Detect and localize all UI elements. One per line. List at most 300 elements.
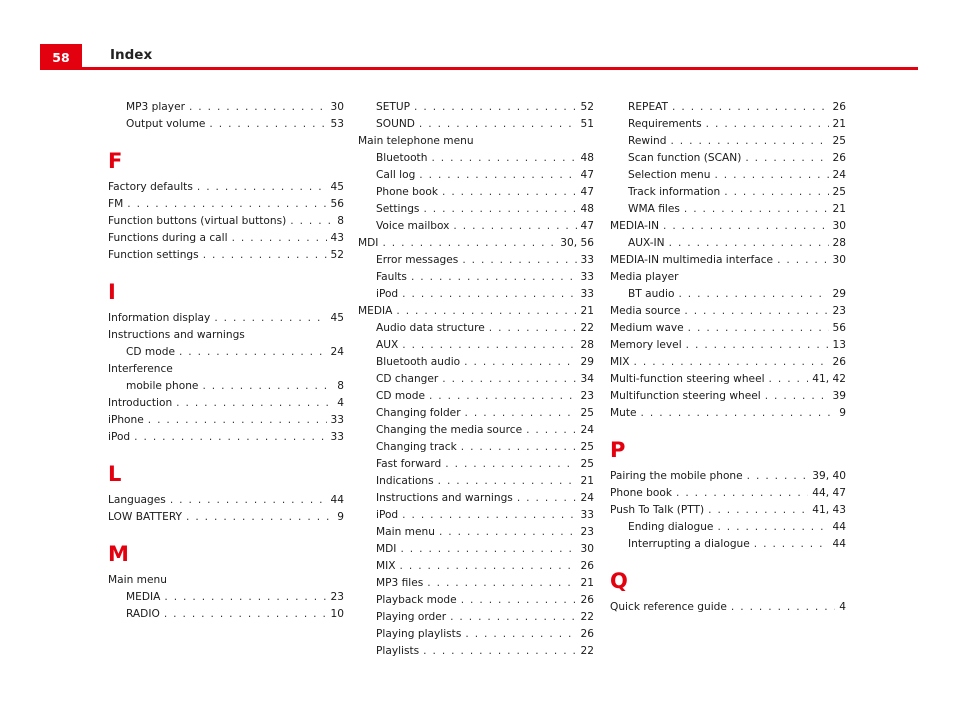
entry-term: Introduction: [108, 397, 173, 409]
index-section-letter: Q: [610, 569, 628, 593]
entry-page-ref: 25: [580, 407, 594, 419]
entry-page-ref: 25: [832, 186, 846, 198]
index-subentry[interactable]: [358, 541, 594, 558]
entry-term: Factory defaults: [108, 181, 193, 193]
index-subentry[interactable]: [108, 589, 344, 606]
dot-leader: [684, 201, 829, 218]
entry-term: MEDIA-IN: [610, 220, 660, 232]
index-subentry[interactable]: [610, 99, 846, 116]
index-subentry[interactable]: [358, 439, 594, 456]
index-section-letter: F: [108, 149, 123, 173]
entry-page-ref: 22: [580, 611, 594, 623]
entry-term: mobile phone: [126, 380, 199, 392]
entry-term: SETUP: [376, 101, 411, 113]
entry-page-ref: 29: [580, 356, 594, 368]
entry-term: Ending dialogue: [628, 521, 714, 533]
dot-leader: [419, 167, 576, 184]
entry-term: Requirements: [628, 118, 702, 130]
entry-page-ref: 34: [580, 373, 594, 385]
entry-page-ref: 52: [580, 101, 594, 113]
dot-leader: [209, 116, 326, 133]
entry-page-ref: 8: [337, 380, 344, 392]
entry-page-ref: 30: [832, 254, 846, 266]
index-entry[interactable]: [108, 395, 344, 412]
entry-term: Changing track: [376, 441, 457, 453]
dot-leader: [641, 405, 836, 422]
dot-leader: [461, 592, 577, 609]
index-heading: Interference: [108, 363, 173, 375]
entry-term: Scan function (SCAN): [628, 152, 742, 164]
index-column-1: [108, 99, 344, 623]
page-header: [0, 0, 960, 70]
index-subentry[interactable]: [108, 99, 344, 116]
entry-term: FM: [108, 198, 124, 210]
dot-leader: [634, 354, 829, 371]
dot-leader: [688, 320, 829, 337]
index-entry[interactable]: [610, 303, 846, 320]
dot-leader: [731, 599, 835, 616]
entry-term: REPEAT: [628, 101, 669, 113]
dot-leader: [423, 643, 576, 660]
entry-page-ref: 43: [330, 232, 344, 244]
entry-page-ref: 21: [832, 118, 846, 130]
index-subentry[interactable]: [358, 269, 594, 286]
index-subentry[interactable]: [358, 371, 594, 388]
entry-page-ref: 44, 47: [812, 487, 846, 499]
entry-term: SOUND: [376, 118, 415, 130]
entry-page-ref: 33: [580, 288, 594, 300]
entry-page-ref: 48: [580, 152, 594, 164]
index-entry[interactable]: [610, 252, 846, 269]
index-section-letter: L: [108, 462, 122, 486]
entry-page-ref: 23: [580, 390, 594, 402]
entry-term: Phone book: [610, 487, 673, 499]
entry-page-ref: 26: [580, 560, 594, 572]
dot-leader: [769, 371, 809, 388]
entry-page-ref: 56: [832, 322, 846, 334]
dot-leader: [708, 502, 808, 519]
index-subentry[interactable]: [358, 490, 594, 507]
index-entry[interactable]: [610, 354, 846, 371]
entry-term: Interrupting a dialogue: [628, 538, 750, 550]
entry-term: Medium wave: [610, 322, 684, 334]
dot-leader: [419, 116, 577, 133]
entry-term: Playlists: [376, 645, 420, 657]
dot-leader: [232, 230, 327, 247]
index-entry[interactable]: [108, 509, 344, 526]
entry-term: MEDIA-IN multimedia interface: [610, 254, 774, 266]
dot-leader: [765, 388, 829, 405]
entry-term: WMA files: [628, 203, 680, 215]
dot-leader: [382, 235, 556, 252]
entry-term: Memory level: [610, 339, 682, 351]
dot-leader: [402, 286, 576, 303]
entry-term: Functions during a call: [108, 232, 228, 244]
entry-page-ref: 41, 43: [812, 504, 846, 516]
entry-page-ref: 10: [330, 608, 344, 620]
entry-term: iPod: [376, 288, 399, 300]
entry-page-ref: 22: [580, 322, 594, 334]
index-entry[interactable]: [358, 303, 594, 320]
index-entry[interactable]: [108, 310, 344, 327]
entry-term: Changing the media source: [376, 424, 523, 436]
entry-page-ref: 9: [337, 511, 344, 523]
entry-page-ref: 24: [832, 169, 846, 181]
header-divider: [40, 67, 918, 70]
entry-term: Indications: [376, 475, 434, 487]
index-subentry[interactable]: [610, 150, 846, 167]
entry-term: AUX-IN: [628, 237, 665, 249]
entry-page-ref: 26: [832, 356, 846, 368]
dot-leader: [670, 133, 828, 150]
entry-term: Audio data structure: [376, 322, 485, 334]
index-entry[interactable]: [610, 485, 846, 502]
entry-term: CD mode: [126, 346, 175, 358]
dot-leader: [179, 344, 327, 361]
dot-leader: [442, 184, 577, 201]
index-entry[interactable]: [108, 247, 344, 264]
entry-term: Media source: [610, 305, 681, 317]
entry-page-ref: 33: [580, 254, 594, 266]
index-entry[interactable]: [108, 230, 344, 247]
dot-leader: [714, 167, 828, 184]
entry-page-ref: 52: [330, 249, 344, 261]
entry-page-ref: 4: [839, 601, 846, 613]
index-subentry[interactable]: [358, 286, 594, 303]
entry-page-ref: 4: [337, 397, 344, 409]
index-subentry[interactable]: [108, 606, 344, 623]
entry-page-ref: 23: [580, 526, 594, 538]
dot-leader: [717, 519, 828, 536]
entry-page-ref: 33: [580, 271, 594, 283]
page-title: Index: [110, 47, 153, 63]
entry-term: Instructions and warnings: [376, 492, 513, 504]
entry-term: Bluetooth: [376, 152, 428, 164]
entry-term: Multifunction steering wheel: [610, 390, 761, 402]
entry-page-ref: 33: [330, 431, 344, 443]
dot-leader: [724, 184, 828, 201]
index-entry[interactable]: [610, 218, 846, 235]
dot-leader: [396, 303, 576, 320]
index-subentry[interactable]: [358, 422, 594, 439]
entry-term: iPod: [376, 509, 399, 521]
entry-term: Information display: [108, 312, 211, 324]
page-number: 58: [52, 49, 70, 65]
entry-page-ref: 48: [580, 203, 594, 215]
entry-page-ref: 33: [330, 414, 344, 426]
dot-leader: [186, 509, 333, 526]
index-subentry[interactable]: [610, 184, 846, 201]
entry-page-ref: 30: [832, 220, 846, 232]
dot-leader: [464, 354, 576, 371]
entry-term: Rewind: [628, 135, 667, 147]
index-column-2: [358, 99, 594, 660]
entry-term: Multi-function steering wheel: [610, 373, 765, 385]
entry-term: Languages: [108, 494, 166, 506]
index-entry[interactable]: [610, 337, 846, 354]
entry-page-ref: 28: [580, 339, 594, 351]
entry-page-ref: 29: [832, 288, 846, 300]
entry-page-ref: 45: [330, 181, 344, 193]
index-subentry[interactable]: [358, 116, 594, 133]
entry-page-ref: 41, 42: [812, 373, 846, 385]
entry-page-ref: 47: [580, 220, 594, 232]
entry-page-ref: 13: [832, 339, 846, 351]
index-entry[interactable]: [108, 179, 344, 196]
index-entry[interactable]: [108, 196, 344, 213]
entry-term: Settings: [376, 203, 420, 215]
entry-page-ref: 51: [580, 118, 594, 130]
index-entry[interactable]: [108, 429, 344, 446]
entry-term: Quick reference guide: [610, 601, 727, 613]
entry-page-ref: 30, 56: [560, 237, 594, 249]
index-subentry[interactable]: [358, 575, 594, 592]
index-entry[interactable]: [610, 371, 846, 388]
entry-term: Voice mailbox: [376, 220, 450, 232]
dot-leader: [461, 439, 577, 456]
dot-leader: [400, 558, 577, 575]
entry-page-ref: 25: [832, 135, 846, 147]
index-subentry[interactable]: [358, 99, 594, 116]
entry-page-ref: 21: [580, 475, 594, 487]
entry-page-ref: 22: [580, 645, 594, 657]
entry-page-ref: 47: [580, 169, 594, 181]
dot-leader: [431, 150, 576, 167]
dot-leader: [170, 492, 327, 509]
index-subentry[interactable]: [358, 218, 594, 235]
entry-page-ref: 26: [832, 152, 846, 164]
dot-leader: [442, 371, 576, 388]
entry-term: Call log: [376, 169, 416, 181]
dot-leader: [676, 485, 808, 502]
index-subentry[interactable]: [358, 201, 594, 218]
entry-term: Main menu: [376, 526, 435, 538]
dot-leader: [754, 536, 829, 553]
entry-term: MIX: [610, 356, 630, 368]
index-subentry[interactable]: [610, 286, 846, 303]
dot-leader: [669, 235, 829, 252]
dot-leader: [450, 609, 576, 626]
index-subentry[interactable]: [358, 592, 594, 609]
entry-page-ref: 26: [832, 101, 846, 113]
entry-term: MEDIA: [358, 305, 393, 317]
entry-page-ref: 21: [580, 305, 594, 317]
dot-leader: [517, 490, 577, 507]
entry-term: Phone book: [376, 186, 439, 198]
index-subentry[interactable]: [358, 558, 594, 575]
entry-page-ref: 44: [330, 494, 344, 506]
entry-term: Playing order: [376, 611, 447, 623]
entry-term: LOW BATTERY: [108, 511, 182, 523]
entry-term: Fast forward: [376, 458, 442, 470]
dot-leader: [453, 218, 576, 235]
entry-term: MIX: [376, 560, 396, 572]
dot-leader: [462, 252, 576, 269]
entry-term: MP3 files: [376, 577, 424, 589]
dot-leader: [427, 575, 576, 592]
index-subentry[interactable]: [358, 609, 594, 626]
dot-leader: [164, 589, 326, 606]
entry-term: iPhone: [108, 414, 144, 426]
index-entry[interactable]: [610, 468, 846, 485]
entry-term: Output volume: [126, 118, 206, 130]
dot-leader: [189, 99, 327, 116]
index-entry[interactable]: [108, 492, 344, 509]
entry-page-ref: 45: [330, 312, 344, 324]
index-subentry[interactable]: [358, 167, 594, 184]
dot-leader: [672, 99, 828, 116]
index-subentry[interactable]: [108, 344, 344, 361]
dot-leader: [745, 150, 828, 167]
entry-term: MEDIA: [126, 591, 161, 603]
entry-term: CD mode: [376, 390, 425, 402]
entry-page-ref: 39, 40: [812, 470, 846, 482]
entry-page-ref: 9: [839, 407, 846, 419]
index-subentry[interactable]: [358, 337, 594, 354]
dot-leader: [423, 201, 576, 218]
entry-page-ref: 23: [330, 591, 344, 603]
entry-page-ref: 47: [580, 186, 594, 198]
entry-page-ref: 25: [580, 458, 594, 470]
dot-leader: [706, 116, 829, 133]
entry-term: RADIO: [126, 608, 160, 620]
index-subentry[interactable]: [610, 167, 846, 184]
dot-leader: [127, 196, 326, 213]
index-subentry[interactable]: [108, 116, 344, 133]
index-entry[interactable]: [108, 213, 344, 230]
entry-term: Faults: [376, 271, 407, 283]
entry-term: Playing playlists: [376, 628, 462, 640]
dot-leader: [203, 247, 327, 264]
entry-term: Playback mode: [376, 594, 457, 606]
index-section-letter: M: [108, 542, 129, 566]
dot-leader: [197, 179, 327, 196]
dot-leader: [686, 337, 829, 354]
entry-page-ref: 21: [580, 577, 594, 589]
entry-term: Push To Talk (PTT): [610, 504, 705, 516]
index-heading: Main menu: [108, 574, 167, 586]
entry-term: Pairing the mobile phone: [610, 470, 743, 482]
entry-term: AUX: [376, 339, 399, 351]
entry-page-ref: 26: [580, 594, 594, 606]
index-subentry[interactable]: [610, 133, 846, 150]
dot-leader: [777, 252, 828, 269]
entry-page-ref: 24: [330, 346, 344, 358]
index-heading: Main telephone menu: [358, 135, 474, 147]
index-subentry[interactable]: [358, 626, 594, 643]
dot-leader: [439, 524, 577, 541]
index-entry[interactable]: [610, 388, 846, 405]
dot-leader: [134, 429, 326, 446]
index-subentry[interactable]: [108, 378, 344, 395]
index-entry[interactable]: [358, 235, 594, 252]
entry-term: Function settings: [108, 249, 199, 261]
dot-leader: [400, 541, 576, 558]
dot-leader: [465, 405, 577, 422]
index-subentry[interactable]: [358, 456, 594, 473]
index-subentry[interactable]: [358, 643, 594, 660]
dot-leader: [678, 286, 828, 303]
index-entry[interactable]: [610, 599, 846, 616]
index-entry[interactable]: [610, 405, 846, 422]
entry-page-ref: 44: [832, 521, 846, 533]
index-subentry[interactable]: [358, 252, 594, 269]
index-subentry[interactable]: [358, 524, 594, 541]
index-subentry[interactable]: [610, 116, 846, 133]
entry-page-ref: 24: [580, 424, 594, 436]
entry-term: Function buttons (virtual buttons): [108, 215, 287, 227]
dot-leader: [290, 213, 333, 230]
entry-page-ref: 23: [832, 305, 846, 317]
entry-page-ref: 53: [330, 118, 344, 130]
index-subentry[interactable]: [358, 150, 594, 167]
index-heading: Media player: [610, 271, 679, 283]
dot-leader: [214, 310, 326, 327]
index-subentry[interactable]: [610, 519, 846, 536]
entry-page-ref: 25: [580, 441, 594, 453]
entry-page-ref: 26: [580, 628, 594, 640]
dot-leader: [411, 269, 577, 286]
entry-term: Track information: [628, 186, 721, 198]
entry-page-ref: 28: [832, 237, 846, 249]
index-subentry[interactable]: [358, 320, 594, 337]
index-section-letter: P: [610, 438, 626, 462]
entry-term: Mute: [610, 407, 637, 419]
entry-term: Selection menu: [628, 169, 711, 181]
index-subentry[interactable]: [610, 536, 846, 553]
dot-leader: [414, 99, 576, 116]
index-column-3: [610, 99, 846, 616]
index-subentry[interactable]: [358, 507, 594, 524]
index-subentry[interactable]: [358, 405, 594, 422]
dot-leader: [402, 337, 576, 354]
dot-leader: [445, 456, 576, 473]
entry-page-ref: 56: [330, 198, 344, 210]
index-subentry[interactable]: [610, 235, 846, 252]
entry-term: iPod: [108, 431, 131, 443]
entry-term: MP3 player: [126, 101, 185, 113]
index-heading: Instructions and warnings: [108, 329, 245, 341]
entry-term: Bluetooth audio: [376, 356, 461, 368]
entry-page-ref: 30: [330, 101, 344, 113]
dot-leader: [202, 378, 333, 395]
entry-term: BT audio: [628, 288, 675, 300]
dot-leader: [526, 422, 576, 439]
entry-term: Changing folder: [376, 407, 461, 419]
index-subentry[interactable]: [358, 354, 594, 371]
dot-leader: [402, 507, 576, 524]
dot-leader: [663, 218, 829, 235]
entry-term: MDI: [376, 543, 397, 555]
entry-term: MDI: [358, 237, 379, 249]
dot-leader: [164, 606, 327, 623]
index-subentry[interactable]: [358, 473, 594, 490]
entry-page-ref: 30: [580, 543, 594, 555]
index-entry[interactable]: [610, 320, 846, 337]
dot-leader: [465, 626, 576, 643]
entry-page-ref: 44: [832, 538, 846, 550]
index-subentry[interactable]: [610, 201, 846, 218]
index-subentry[interactable]: [358, 388, 594, 405]
index-entry[interactable]: [610, 502, 846, 519]
index-section-letter: I: [108, 280, 116, 304]
dot-leader: [684, 303, 828, 320]
dot-leader: [148, 412, 327, 429]
entry-page-ref: 8: [337, 215, 344, 227]
dot-leader: [747, 468, 809, 485]
index-subentry[interactable]: [358, 184, 594, 201]
index-entry[interactable]: [108, 412, 344, 429]
